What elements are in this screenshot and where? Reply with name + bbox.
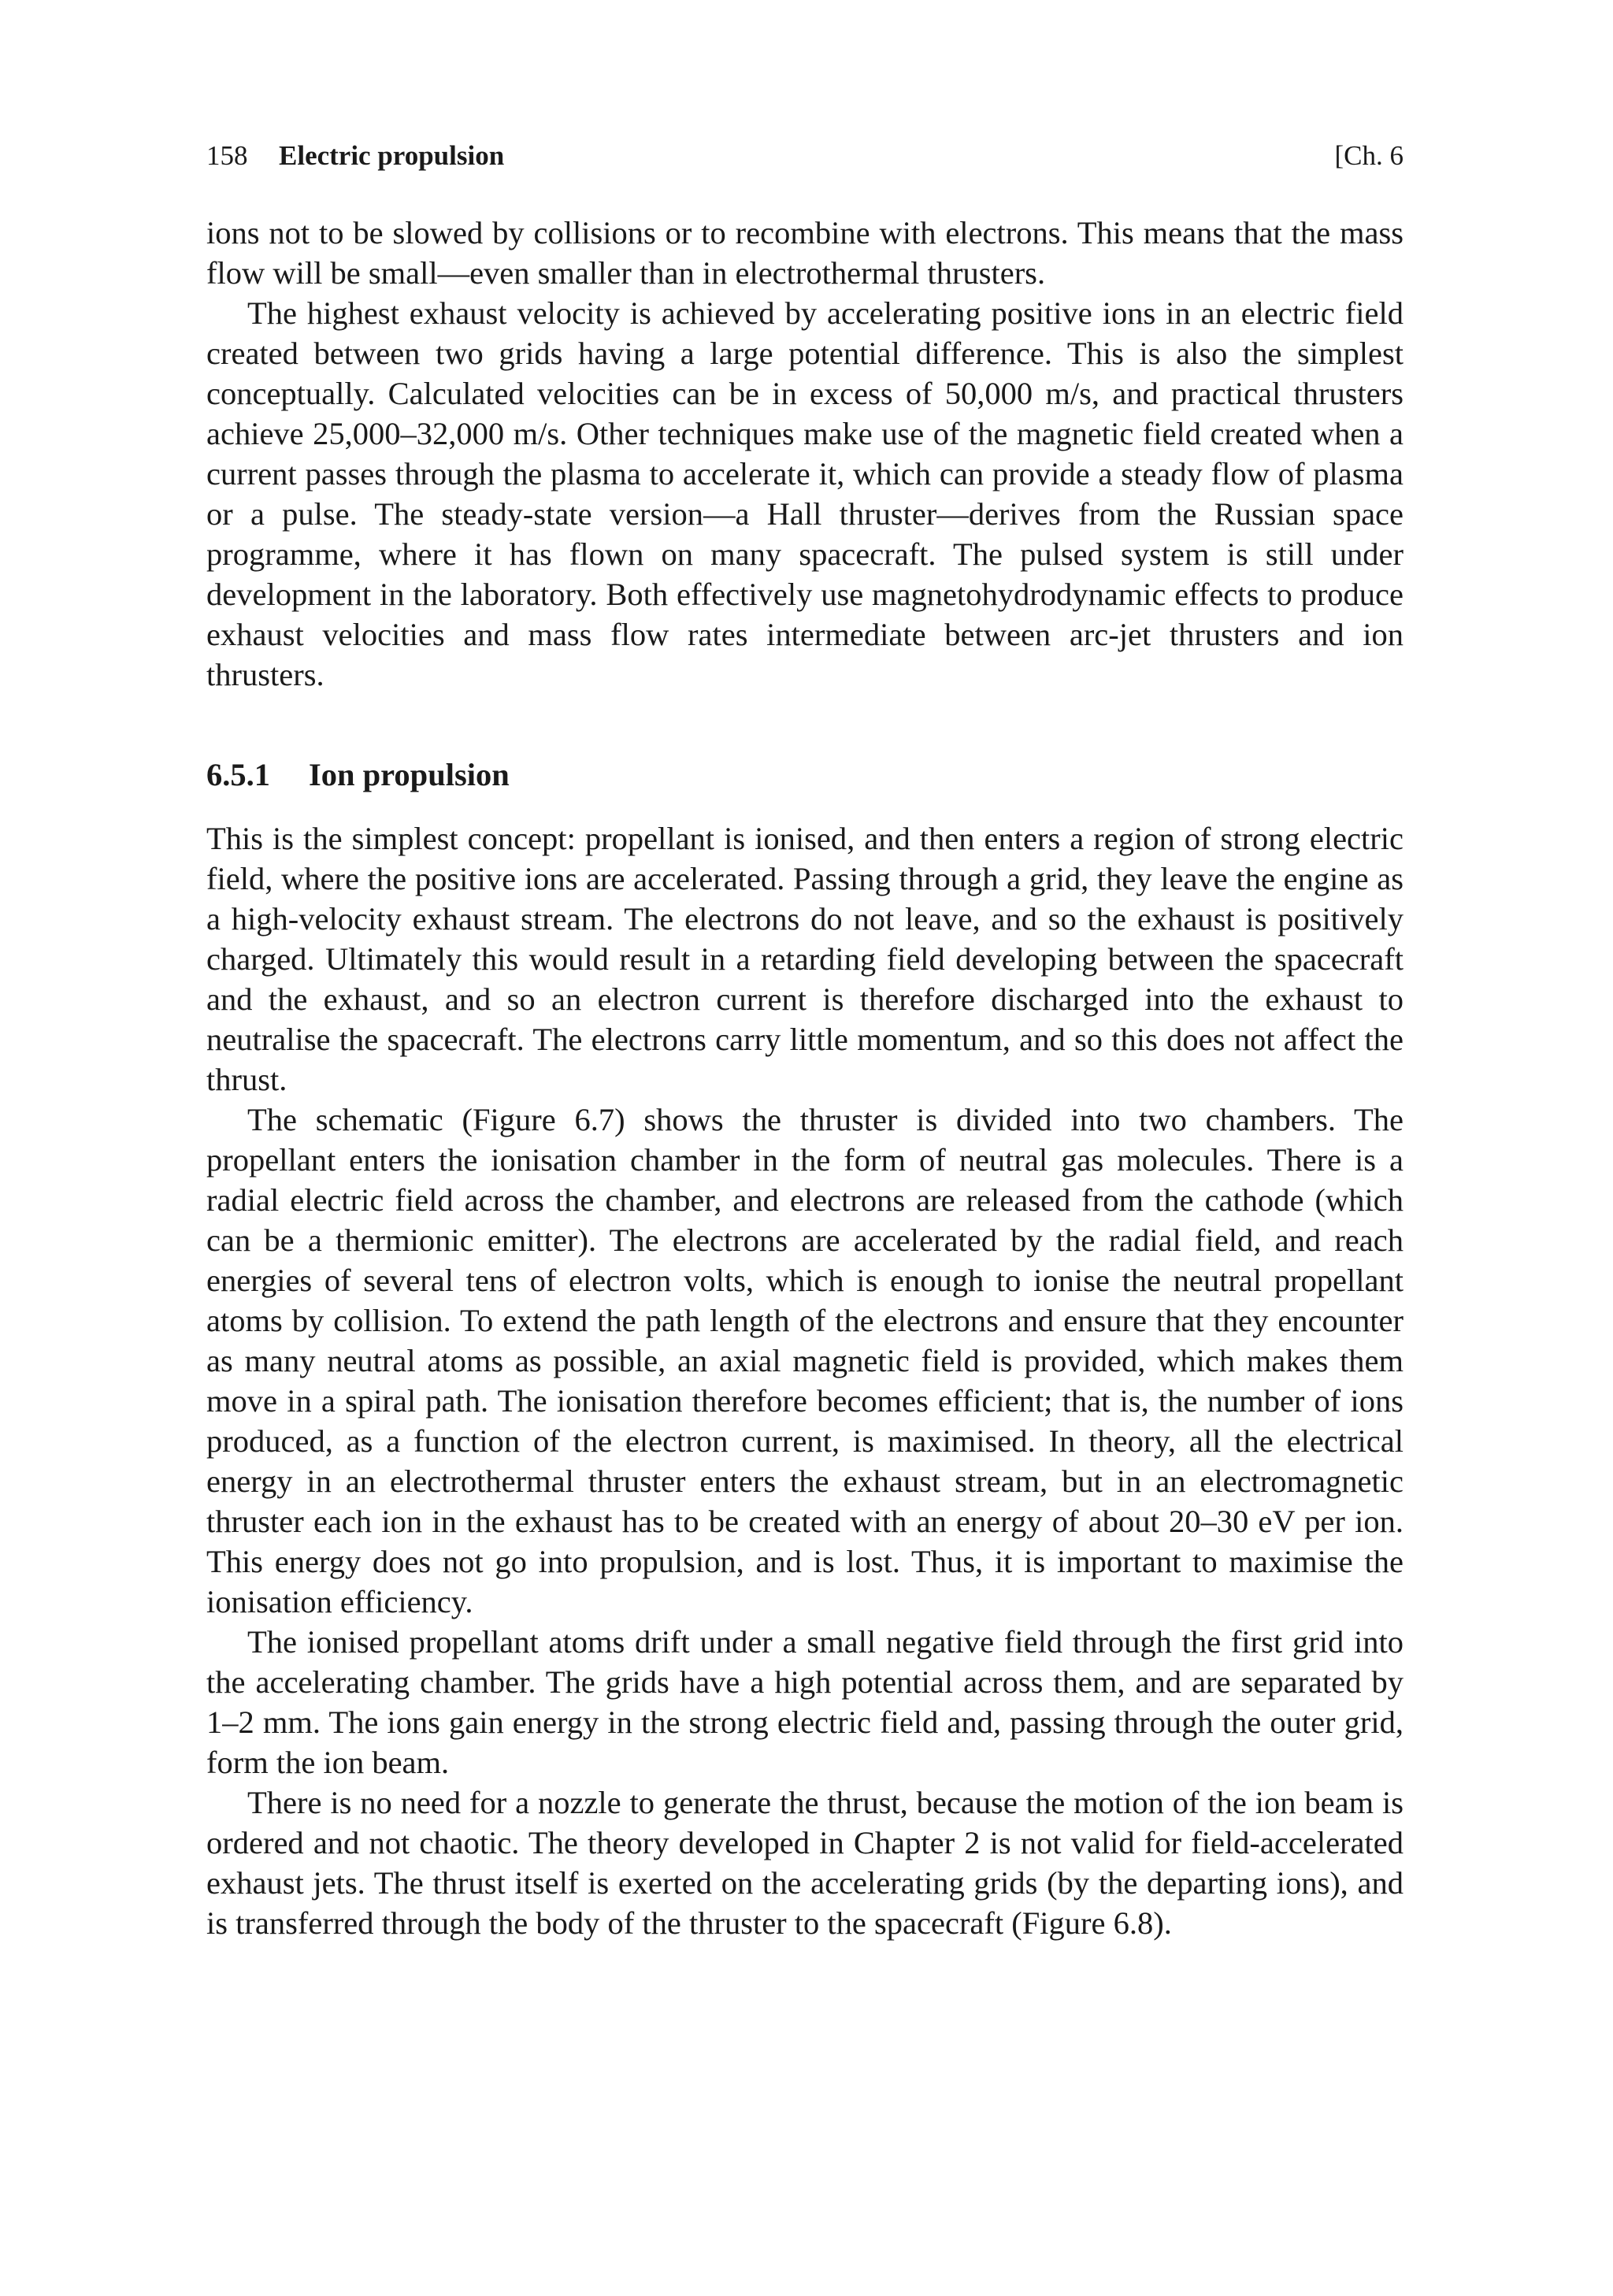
section-title: Ion propulsion bbox=[309, 757, 510, 792]
running-title: Electric propulsion bbox=[279, 140, 505, 171]
running-head bbox=[206, 132, 1403, 180]
section-heading bbox=[206, 755, 1403, 795]
page-number: 158 bbox=[206, 140, 248, 171]
body-text bbox=[206, 213, 1403, 1943]
paragraph-ionised-atoms: The ionised propellant atoms drift under a small negative field through the first grid into the accelerating chamber. The grids have a high potential across them, and are separated by 1–2 mm. The ions gain energy in the strong electric field and, passing through the outer grid, form the ion beam. bbox=[206, 1624, 1403, 1780]
chapter-reference: [Ch. 6 bbox=[1334, 140, 1403, 171]
paragraph-exhaust-velocity: The highest exhaust velocity is achieved by accelerating positive ions in an electric field created between two grids having a large potential difference. This is also the simplest conceptually. Calculated velocities can be in excess of 50,000 m/s, and practical thrusters achieve 25,000–32,000 m/s. Other techniques make use of the magnetic field created when a current passes through the plasma to accelerate it, which can provide a steady flow of plasma or a pulse. The steady-state version—a Hall thruster—derives from the Russian space programme, where it has flown on many spacecraft. The pulsed system is still under development in the laboratory. Both effectively use magnetohydrodynamic effects to produce exhaust velocities and mass flow rates intermediate between arc-jet thrusters and ion thrusters. bbox=[206, 295, 1403, 692]
paragraph-continuation: ions not to be slowed by collisions or to recombine with electrons. This means that the mass flow will be small—even smaller than in electrothermal thrusters. bbox=[206, 215, 1403, 291]
section-number: 6.5.1 bbox=[206, 757, 270, 792]
book-page bbox=[206, 132, 1403, 1943]
paragraph-schematic: The schematic (Figure 6.7) shows the thruster is divided into two chambers. The propellant enters the ionisation chamber in the form of neutral gas molecules. There is a radial electric field across the chamber, and electrons are released from the cathode (which can be a thermionic emitter). The electrons are accelerated by the radial field, and reach energies of several tens of electron volts, which is enough to ionise the neutral propellant atoms by collision. To extend the path length of the electrons and ensure that they encounter as many neutral atoms as possible, an axial magnetic field is provided, which makes them move in a spiral path. The ionisation therefore becomes efficient; that is, the number of ions produced, as a function of the electron current, is maximised. In theory, all the electrical energy in an electrothermal thruster enters the exhaust stream, but in an electromagnetic thruster each ion in the exhaust has to be created with an energy of about 20–30 eV per ion. This energy does not go into propulsion, and is lost. Thus, it is important to maximise the ionisation efficiency. bbox=[206, 1102, 1403, 1619]
paragraph-ion-concept: This is the simplest concept: propellant is ionised, and then enters a region of strong electric field, where the positive ions are accelerated. Passing through a grid, they leave the engine as a high-velocity exhaust stream. The electrons do not leave, and so the exhaust is positively charged. Ultimately this would result in a retarding field developing between the spacecraft and the exhaust, and so an electron current is therefore discharged into the exhaust to neutralise the spacecraft. The electrons carry little momentum, and so this does not affect the thrust. bbox=[206, 821, 1403, 1097]
paragraph-no-nozzle: There is no need for a nozzle to generate the thrust, because the motion of the ion beam is ordered and not chaotic. The theory developed in Chapter 2 is not valid for field-accelerated exhaust jets. The thrust itself is exerted on the accelerating grids (by the departing ions), and is transferred through the body of the thruster to the spacecraft (Figure 6.8). bbox=[206, 1785, 1403, 1941]
